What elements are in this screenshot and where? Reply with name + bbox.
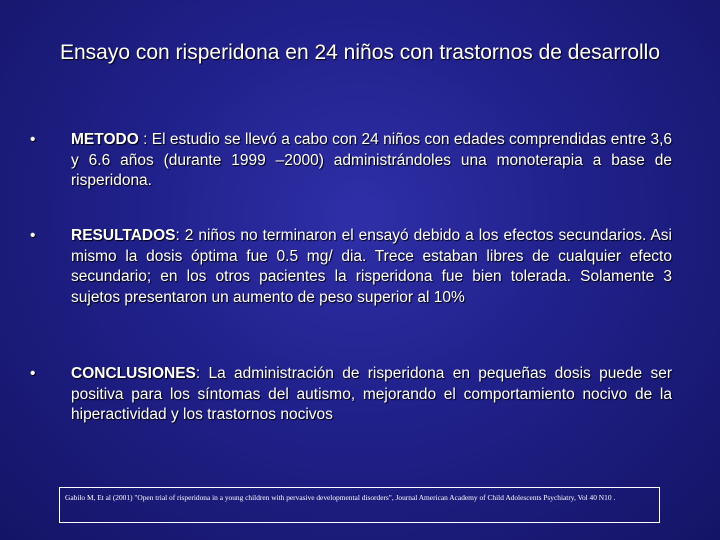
bullet-heading: METODO [71, 131, 139, 148]
bullet-text [71, 364, 672, 426]
bullet-body: : La administración de risperidona en pequeñas dosis puede ser positiva para los síntomas del autismo, mejorando el comportamiento nocivo de la hiperactividad y los trastornos nocivos [71, 365, 672, 423]
slide-title: Ensayo con risperidona en 24 niños con trastornos de desarrollo [59, 41, 661, 64]
bullet-heading: CONCLUSIONES [71, 365, 196, 382]
bullet-dot: • [30, 131, 36, 148]
bullet-dot: • [30, 365, 36, 382]
bullet-dot: • [30, 227, 36, 244]
bullet-conclusiones [30, 364, 672, 426]
bullet-metodo [30, 130, 672, 192]
reference-box: Gabilo M, Et al (2001) "Open trial of risperidona in a young children with pervasive developmental disorders", Journal American Academy of Child Adolescents Psychiatry, Vol 40 N10 . [59, 487, 660, 523]
bullet-body: : El estudio se llevó a cabo con 24 niños con edades comprendidas entre 3,6 y 6.6 años (durante 1999 –2000) administrándoles una monoterapia a base de risperidona. [71, 131, 672, 189]
bullet-text [71, 130, 672, 192]
bullet-resultados [30, 226, 672, 308]
bullet-heading: RESULTADOS [71, 227, 176, 244]
bullet-body: : 2 niños no terminaron el ensayó debido a los efectos secundarios. Asi mismo la dosis óptima fue 0.5 mg/ dia. Trece estaban libres de cualquier efecto secundario; en los otros pacientes la risperidona fue bien tolerada. Solamente 3 sujetos presentaron un aumento de peso superior al 10% [71, 227, 672, 306]
bullet-text [71, 226, 672, 308]
